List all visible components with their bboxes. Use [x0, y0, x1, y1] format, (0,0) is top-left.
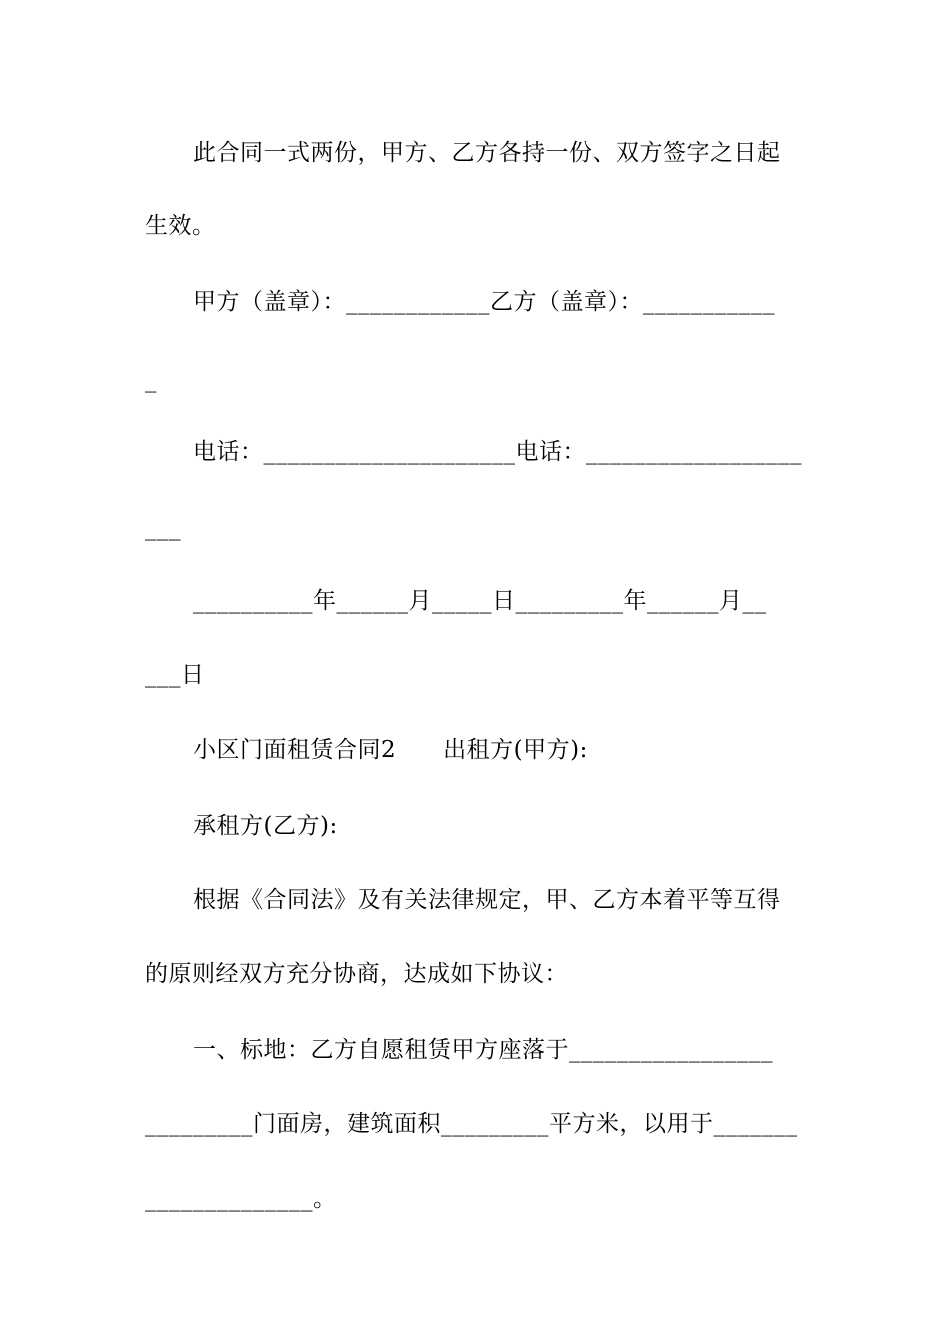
paragraph-effect-line-2: 生效。: [145, 213, 216, 239]
tenant-line: 承租方(乙方):: [193, 813, 338, 839]
date-line: __________年______月_____日_________年______月__: [193, 588, 767, 614]
phone-line: 电话：_____________________电话：__________________: [193, 439, 802, 465]
clause-1-line-2: _________门面房，建筑面积_________平方米，以用于_______: [145, 1111, 798, 1137]
clause-1-line-1: 一、标地：乙方自愿租赁甲方座落于_________________: [193, 1037, 773, 1063]
seal-signature-line: 甲方（盖章）：____________乙方（盖章）：___________: [193, 289, 775, 315]
preamble-line-1: 根据《合同法》及有关法律规定，甲、乙方本着平等互得: [193, 887, 781, 913]
contract-title-line: 小区门面租赁合同2 出租方(甲方):: [193, 737, 588, 763]
clause-1-line-3: ______________。: [145, 1186, 337, 1212]
seal-signature-line-cont: _: [145, 367, 157, 393]
preamble-line-2: 的原则经双方充分协商，达成如下协议：: [145, 961, 568, 987]
date-line-cont: ___日: [145, 662, 205, 688]
paragraph-effect-line-1: 此合同一式两份，甲方、乙方各持一份、双方签字之日起: [193, 140, 781, 166]
phone-line-cont: ___: [145, 515, 181, 541]
